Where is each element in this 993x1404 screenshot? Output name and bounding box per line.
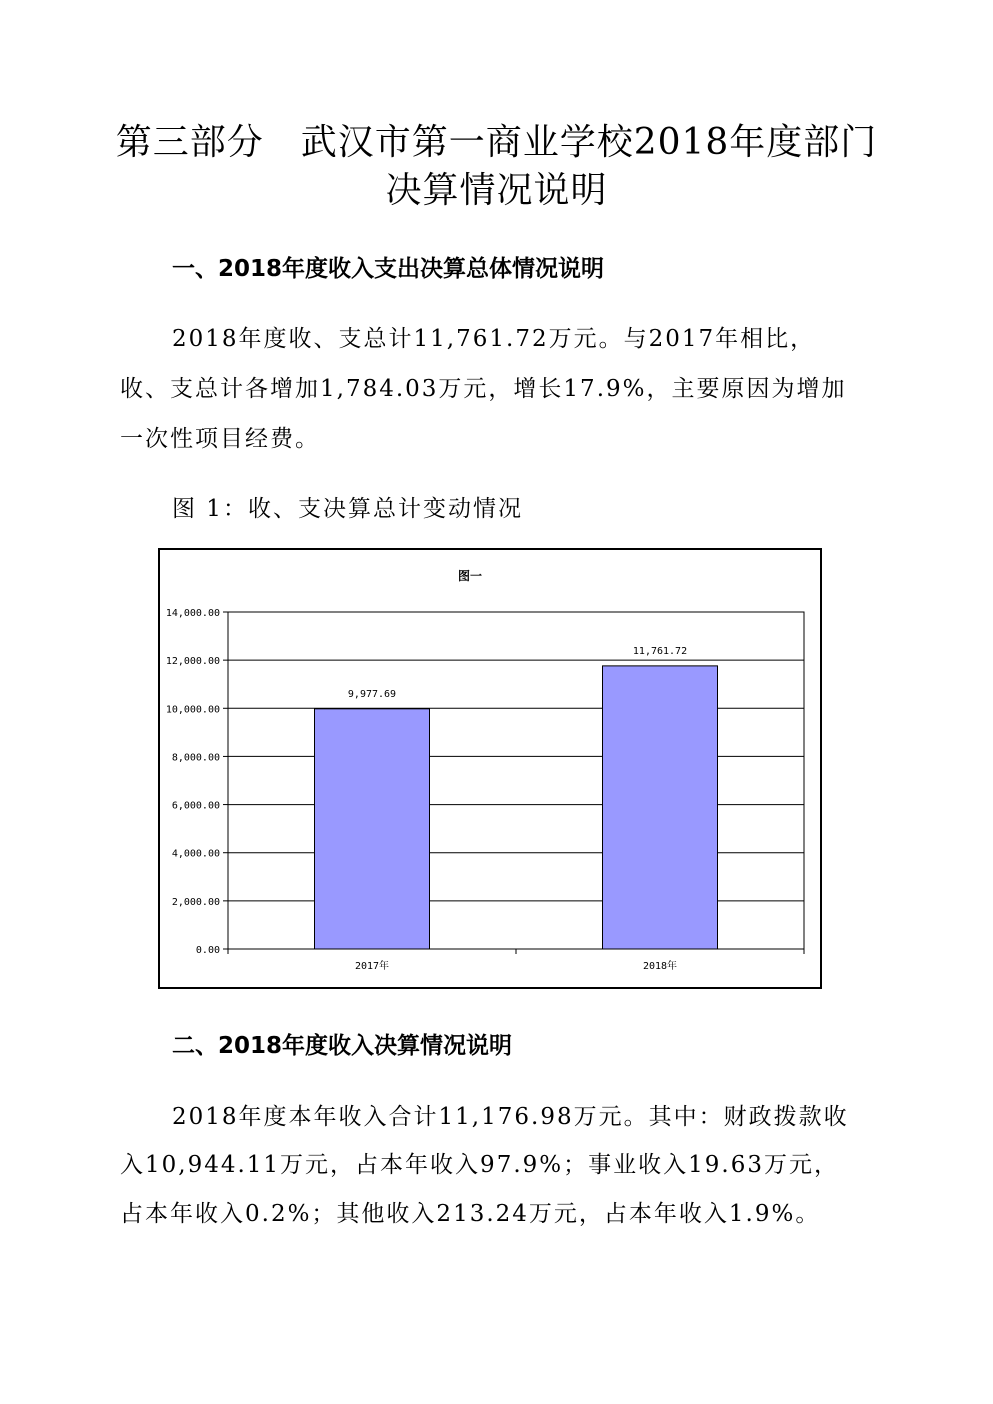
document-title-line2: 决算情况说明 (385, 170, 608, 211)
document-title-line1: 第三部分 武汉市第一商业学校2018年度部门 (115, 122, 878, 163)
section2-paragraph-line2: 入10,944.11万元，占本年收入97.9%；事业收入19.63万元， (120, 1152, 839, 1178)
data-label: 9,977.69 (347, 688, 397, 700)
y-tick-label: 2,000.00 (171, 896, 220, 908)
y-tick-label: 6,000.00 (171, 800, 220, 812)
y-tick-label: 12,000.00 (165, 656, 220, 668)
bar-chart (160, 550, 820, 987)
y-tick-label: 0.00 (195, 945, 220, 956)
section1-heading: 一、2018年度收入支出决算总体情况说明 (172, 256, 605, 282)
chart-frame (158, 548, 822, 989)
bar (603, 666, 718, 949)
data-label: 11,761.72 (632, 645, 688, 657)
section1-paragraph-line3: 一次性项目经费。 (120, 426, 320, 452)
y-tick-label: 8,000.00 (171, 752, 220, 764)
chart-title: 图一 (457, 569, 483, 583)
section2-paragraph-line1: 2018年度本年收入合计11,176.98万元。其中：财政拨款收 (172, 1104, 849, 1130)
x-tick-label: 2017年 (354, 961, 390, 972)
y-tick-label: 4,000.00 (171, 848, 220, 860)
bar (315, 709, 430, 949)
section2-heading: 二、2018年度收入决算情况说明 (172, 1033, 513, 1059)
section1-paragraph-line1: 2018年度收、支总计11,761.72万元。与2017年相比， (172, 326, 816, 352)
section1-paragraph-line2: 收、支总计各增加1,784.03万元，增长17.9%，主要原因为增加 (120, 376, 847, 402)
section2-paragraph-line3: 占本年收入0.2%；其他收入213.24万元，占本年收入1.9%。 (120, 1201, 821, 1227)
figure-caption: 图 1：收、支决算总计变动情况 (172, 496, 523, 522)
y-tick-label: 14,000.00 (165, 608, 220, 619)
x-tick-label: 2018年 (642, 961, 678, 972)
y-tick-label: 10,000.00 (165, 704, 220, 716)
